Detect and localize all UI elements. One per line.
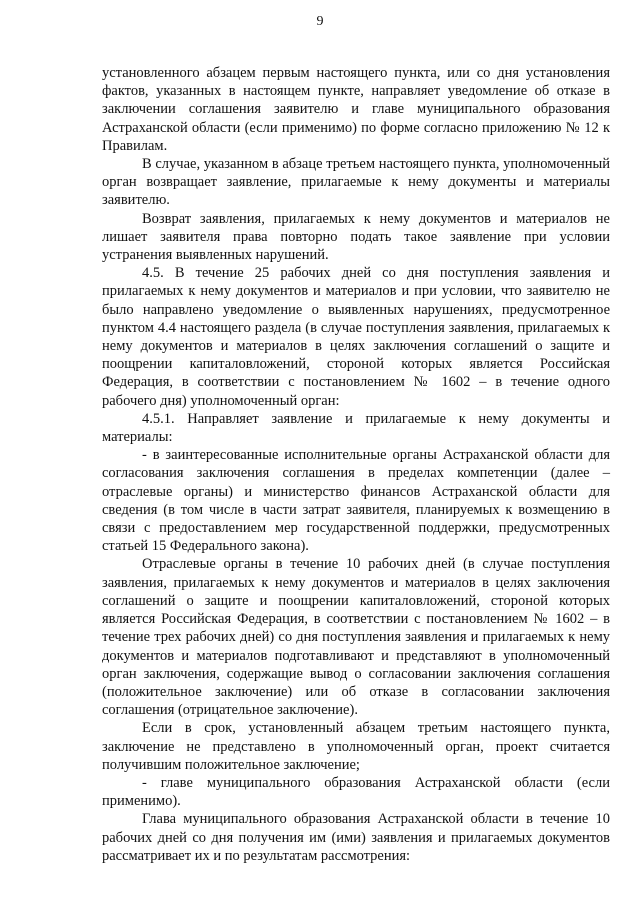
paragraph: Возврат заявления, прилагаемых к нему документов и материалов не лишает заявителя права повторно подать такое заявление при условии устранения выявленных нарушений. [102, 210, 610, 264]
paragraph: Глава муниципального образования Астраханской области в течение 10 рабочих дней со дня получения им (ими) заявления и прилагаемых документов рассматривает их и по результатам рассмотрения: [102, 811, 610, 864]
page-number: 9 [316, 14, 324, 29]
paragraph: Если в срок, установленный абзацем третьим настоящего пункта, заключение не представлено в уполномоченный орган, проект считается получившим положительное заключение; [102, 720, 610, 773]
paragraph: 4.5.1. Направляет заявление и прилагаемые к нему документы и материалы: [102, 410, 610, 446]
body-text [102, 64, 610, 865]
paragraph: - в заинтересованные исполнительные органы Астраханской области для согласования заключения соглашения в пределах компетенции (далее – отраслевые органы) и министерство финансов Астраханской области для сведения (в том числе в части затрат заявителя, планируемых к возмещению в связи с предоставлением мер государственной поддержки, предусмотренных статьей 15 Федерального закона). [102, 447, 610, 555]
paragraph: Отраслевые органы в течение 10 рабочих дней (в случае поступления заявления, прилагаемых к нему документов и материалов в целях заключения соглашений о защите и поощрении капиталовложений, стороной которых является Российская Федерация, в соответствии с постановлением № 1602 – в течение трех рабочих дней) со дня поступления заявления и прилагаемых к нему документов и материалов подготавливают и представляют в уполномоченный орган заключения, содержащие вывод о согласовании заключения соглашения (положительное заключение) или об отказе в согласовании заключения соглашения (отрицательное заключение). [102, 556, 610, 719]
paragraph: установленного абзацем первым настоящего пункта, или со дня установления фактов, указанных в настоящем пункте, направляет уведомление об отказе в заключении соглашения заявителю и главе муниципального образования Астраханской области (если применимо) по форме согласно приложению № 12 к Правилам. [102, 65, 610, 154]
paragraph: В случае, указанном в абзаце третьем настоящего пункта, уполномоченный орган возвращает заявление, прилагаемые к нему документы и материалы заявителю. [102, 156, 610, 209]
paragraph: 4.5. В течение 25 рабочих дней со дня поступления заявления и прилагаемых к нему документов и материалов и при условии, что заявителю не было направлено уведомление о выявленных нарушениях, предусмотренное пунктом 4.4 настоящего раздела (в случае поступления заявления, прилагаемых к нему документов и материалов в целях заключения соглашений о защите и поощрении капиталовложений, стороной которых является Российская Федерация, в соответствии с постановлением № 1602 – в течение одного рабочего дня) уполномоченный орган: [102, 265, 610, 409]
paragraph: - главе муниципального образования Астраханской области (если применимо). [102, 774, 610, 810]
